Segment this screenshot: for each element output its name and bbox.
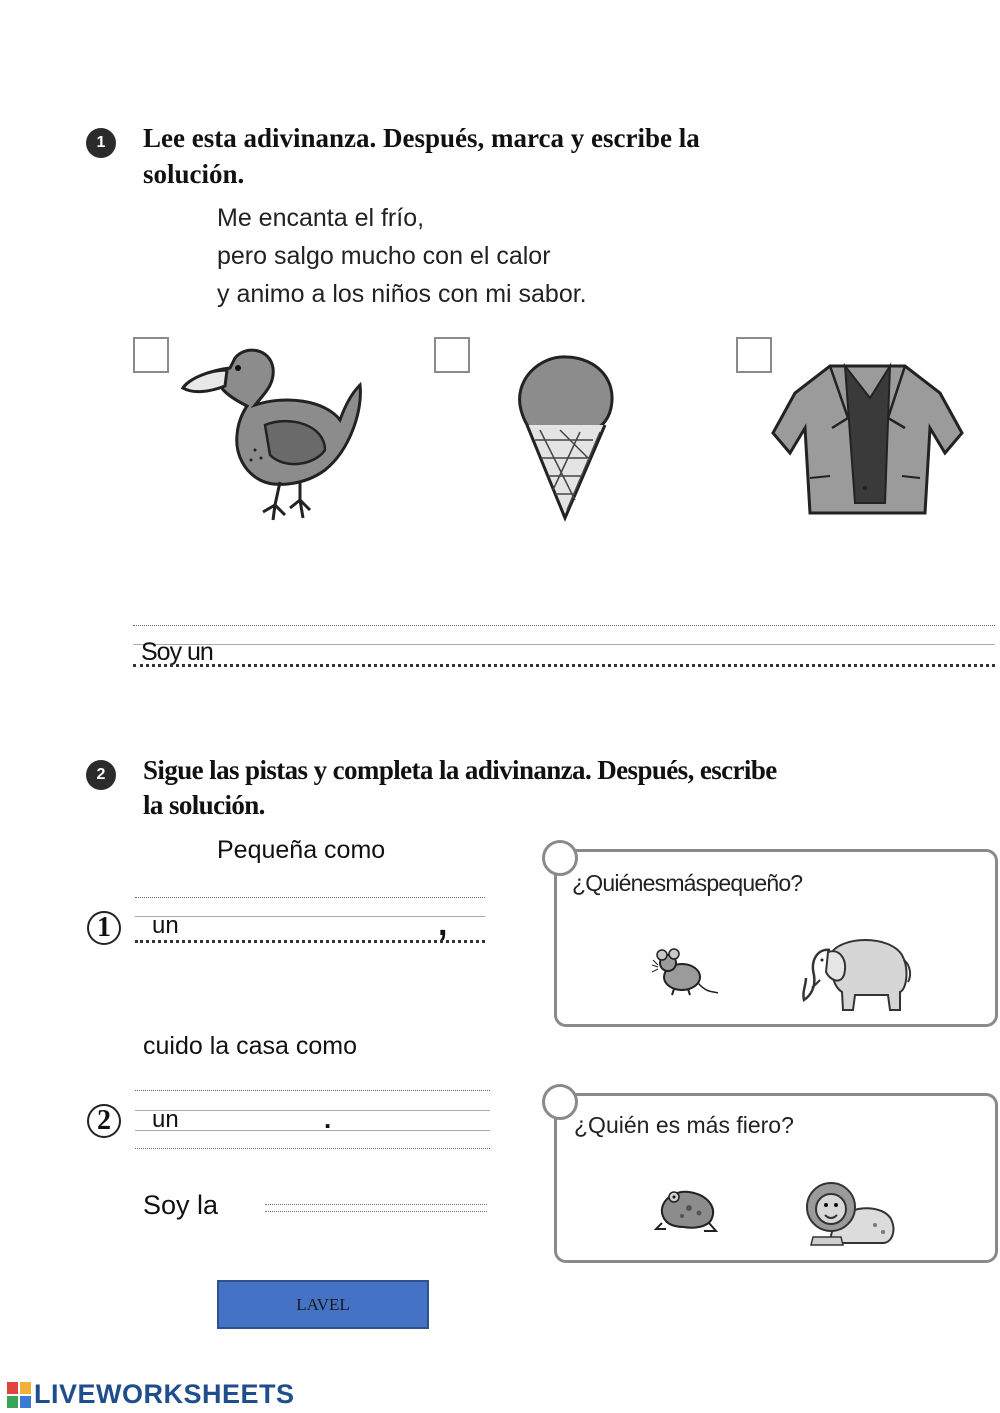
clue-1-question: ¿Quiénesmáspequeño? — [572, 870, 803, 896]
blank-2-baseline — [135, 1148, 490, 1149]
blank-1-marker: 1 — [87, 911, 121, 945]
footer-brand — [6, 1379, 295, 1410]
blank-2-punctuation: . — [324, 1104, 332, 1134]
instruction-line: la solución. — [143, 790, 265, 820]
option-ice-cream-checkbox[interactable] — [434, 337, 470, 373]
riddle-line: Me encanta el frío, — [217, 204, 425, 232]
liveworksheets-logo-icon — [6, 1381, 32, 1409]
blank-2-guide-low — [135, 1130, 490, 1131]
frog-icon — [654, 1183, 722, 1235]
blank-2-guide-top — [135, 1090, 490, 1091]
clue-2-question: ¿Quién es más fiero? — [574, 1112, 794, 1138]
exercise-1-number: 1 — [86, 128, 116, 158]
blank-1-guide-top — [135, 897, 485, 898]
solution-prefix: Soy la — [143, 1190, 219, 1220]
option-duck-checkbox[interactable] — [133, 337, 169, 373]
mouse-icon — [652, 945, 720, 1000]
riddle-line: pero salgo mucho con el calor — [217, 242, 551, 270]
exercise-2-number: 2 — [86, 760, 116, 790]
ice-cream-icon — [505, 350, 625, 525]
instruction-line: solución. — [143, 159, 245, 189]
blank-2-marker: 2 — [87, 1104, 121, 1138]
exercise-1-instruction — [143, 120, 903, 192]
elephant-icon — [800, 930, 915, 1015]
riddle-line-2: cuido la casa como — [143, 1032, 358, 1060]
blank-1-prefix: un — [152, 912, 179, 939]
answer-guide-top — [133, 625, 995, 626]
blank-2-input[interactable] — [190, 1108, 320, 1132]
answer-input[interactable] — [225, 640, 985, 666]
duck-icon — [175, 340, 370, 535]
blank-1-input[interactable] — [190, 914, 430, 940]
exercise-2-instruction — [143, 753, 903, 823]
brand-name: LIVEWORKSHEETS — [34, 1379, 295, 1409]
answer-baseline — [133, 664, 995, 667]
blank-2-prefix: un — [152, 1106, 179, 1133]
jacket-icon — [770, 358, 965, 523]
blank-1-baseline — [135, 940, 485, 943]
riddle-line-1: Pequeña como — [217, 836, 386, 864]
answer-prefix: Soy un — [141, 638, 213, 666]
instruction-line: Sigue las pistas y completa la adivinanza. Después, escribe — [143, 755, 777, 785]
lion-icon — [803, 1177, 898, 1249]
clue-2-answer-circle[interactable] — [542, 1084, 578, 1120]
riddle-line: y animo a los niños con mi sabor. — [217, 280, 587, 308]
blank-1-punctuation: , — [438, 905, 448, 943]
riddle-text — [217, 199, 817, 313]
lavel-button[interactable]: LAVEL — [217, 1280, 429, 1329]
option-jacket-checkbox[interactable] — [736, 337, 772, 373]
solution-line — [265, 1204, 487, 1212]
instruction-line: Lee esta adivinanza. Después, marca y escribe la — [143, 123, 700, 153]
